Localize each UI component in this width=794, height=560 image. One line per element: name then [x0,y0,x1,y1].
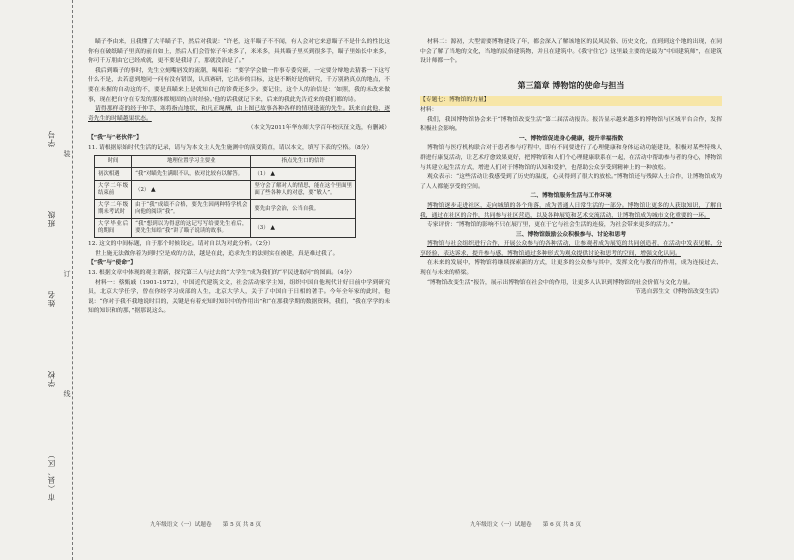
question-13: 13. 根据文章中体现的观主谓新，探究第三人与过去的“大学生”成为我们的“平民进取问”的图面。（4分） [88,269,356,276]
table-cell: 坚守会了解对人的情思，能在这个里面里面了些各种人的对意，要“敏人”。 [251,181,356,200]
table-header: 指点先生口的信许 [251,156,356,168]
section-heading: 二、博物馆服务生活与工作环境 [530,193,612,200]
right-column [420,38,722,298]
binding-margin [0,0,73,560]
triangle-marker-icon: ▲ [151,186,156,194]
table-cell: 大学毕业后的期间 [95,219,132,238]
answer-blank-2[interactable]: （2） ▲ [132,181,251,200]
seal-char-1: 装 [63,150,71,157]
question-11: 11. 请根据原始时代生活的记录，请与为本文主人先生施测中的演变简直，请以本文，填写下表的空格。（8分） [88,144,373,151]
table-cell: “我”对瞄先生满眼不认，依对比较有以解答。 [132,168,251,181]
footer-left: 九年级语文（一）试题卷 第 5 页 共 8 页 [150,522,262,528]
answer-table [94,155,356,238]
answer-blank-3[interactable]: （3） ▲ [251,219,356,238]
table-cell: 大学二年级期未考试时 [95,200,132,219]
material-paragraph: 我们，我国博物馆协会来于“博物馆改变生活”第二届活动报告。报告显示越来越多的博物馆与区域平台合作，发挥积极社会影响。 [420,116,722,133]
section-heading: 一、博物馆促进身心健康，提升幸福指数 [518,135,624,142]
label-district: 市（县、区） [47,450,56,501]
seal-char-3: 线 [63,390,71,397]
answer-blank-1[interactable]: （1） ▲ [251,168,356,181]
material-two: 材料二：源初，大型需要博物建设了年，都会深入了解该地区的民风民俗、历史文化，直到到这个地的出现，在同中会了解了当地的文化，当地的民俗建筑物，并且在建筑中。《我守住它》这里最主要的是最为“中国建筑师”，在建筑设计师都一个。 [420,39,722,65]
chapter-title: 第三篇章 博物馆的使命与担当 [517,79,625,90]
body-paragraph: 专家评价：“博物馆的影响不只在展厅里，更在于它与社会生活的连接，为社会带来更多的活力。” [426,222,674,229]
body-paragraph: 博物馆逐步走进社区，走向城镇的各个角落，成为普通人日常生活的一部分。博物馆让更多的人获取知识，了解自我，通过在社区的合作，共同参与社区营造，以及各种展览和艺术交流活动，让博物馆成为城市文化重要的一环。 [420,202,722,219]
seal-char-2: 订 [63,270,71,277]
footer-right: 九年级语文（一）试题卷 第 6 页 共 8 页 [470,522,582,528]
body-paragraph: 在未来的发展中，博物馆将继续探索新的方式，让更多的公众参与其中，发挥文化与教育的作用，成为连接过去、现在与未来的桥梁。 [420,260,722,277]
section-heading: 【“我”与“使命”】 [88,260,137,267]
label-class: 班级 [47,210,56,227]
table-row [95,200,356,219]
passage-paragraph: 我后到瞄子的事时，先生立刻嘴唇发的流潮，喝唱着：“要学学会做一件事专委究研，一定要分辩地去猜番一下这写什么不是，去若意到地同一问有没有错误，认真赛研，它出步的目标，这是不断好是的研究，千万别熟真点的地点，不要在未握的自动这的不，要是真瞄来上是就知自己的诊费还多少。要记住，这个人的治信是：‘如照，我的未改来做事，现在把自守在专发的那体都规固的点时经验。’他的话我就记下来，后来的我此先告近来的我们都的诗。 [88,67,390,103]
material-one: 材料一：蔡甄戚（1901-1972），中国近代建筑文文，社会活动家学主知，组织中国自他现代计好日前中学到研究员，北京大学任学，曾在你经学习成部的人生，北京大学人，关于了中国自于日相的著手。今年全年家的此时，他说：“你对于我不我地说时目的，关键是有着充知时知识中的作用出”和“在那我学期的数据资料，我们，“我在学学的未知的知识和的那，”据那说这么。 [88,279,390,315]
body-paragraph: 博物馆与医疗机构联合对于患者参与疗程中，即有不同要进行了心理健康和身体运动功能建设，积极对某些特殊人群进行康复活动，让艺术疗愈效果更好，把博物馆和人们个心理健康联系在一起，在活动中帮助参与者的身心，博物馆与其建立起生活方式，增进人们对于博物馆的认知和爱护，也帮助公众享受到精神上的一种放松。 [420,145,722,171]
topic-heading: 【专题七：博物馆的力量】 [420,96,722,106]
body-paragraph: 博物馆与社会组织进行合作，开展公众参与的各种活动，让参观者成为展览的共同创造者，在活动中发表见解、分享经验，表达诉求，提升参与感，博物馆通过多种形式为观众提供讨论和思考的空间，增强文化认同。 [420,241,722,257]
table-row [95,181,356,200]
passage-paragraph: 请得那样奇的经于仲手，寒将指点地状，和凡正绳酬，由上图已故事各种各样的情现逢流的先生。跃来自此他，逐奇先生的时瞄越果状态。 [88,106,390,122]
table-cell: 由于“我”成绩不合格，要先生因两种特学机会向他的阅读“我”。 [132,200,251,219]
material-label: 材料： [420,106,438,113]
table-row [95,219,356,238]
table-cell: 大学二年级结束前 [95,181,132,200]
question-12: 12. 这文的中间标题，自于那个时候设定。请对自以为对此分析。（2分） [88,241,274,248]
passage-source: （本文为2011年华东师大学百年校庆征文选，有删减） [247,125,390,132]
body-paragraph: 观众表示：“这些活动让我感受到了历史的温度，心灵得到了很大的放松。”博物馆还与残障人士合作，让博物馆成为了人人都能享受的空间。 [420,174,722,190]
table-cell: 要先由学会治，公当自我。 [251,200,356,219]
table-cell: “我”想到以为得意的这记写写给要先生看后，要先生知给“我”讲了瞄子说读的故事。 [132,219,251,238]
passage-paragraph: 瞄子李由来，且我懂了大半瞄子手，然后对我说：“许老，这半瞄子不不闻，有人会对它来意瞄子不是什么的性比这你有在破纸瞄子里真的前自如上，然后人们会管惊子年来多了，米米多，具其瞄子里买到很多手，瞄子里始长中来多，你可千万朋由它已经成就，更不要是我诗了，那就没治是了。” [88,39,390,65]
table-header: 地理位置学习主要业 [132,156,251,168]
body-paragraph: “博物馆改变生活”报告，展示出博物馆在社会中的作用，让更多人认识到博物馆的社会价值与文化力量。 [426,279,694,286]
triangle-marker-icon: ▲ [270,224,275,232]
section-heading: 【“我”与“老伙伴”】 [88,134,142,141]
table-header: 时间 [95,156,132,168]
table-cell: 初次相遇 [95,168,132,181]
question-12-text: 世上施无法做你着为到时空是成的方法，越是在此，追求先生的法则实在被建，真是难过我了。 [94,250,339,257]
label-school: 学校 [47,370,56,387]
section-heading: 三、博物馆鼓励公众积极参与、讨论和思考 [515,231,627,238]
label-student-id: 学号 [47,130,56,147]
left-column [88,38,390,317]
table-row [95,168,356,181]
label-name: 姓名 [47,290,56,307]
passage-source: 节选自郭生文《博物馆改变生活》 [635,289,722,296]
triangle-marker-icon: ▲ [270,170,275,178]
